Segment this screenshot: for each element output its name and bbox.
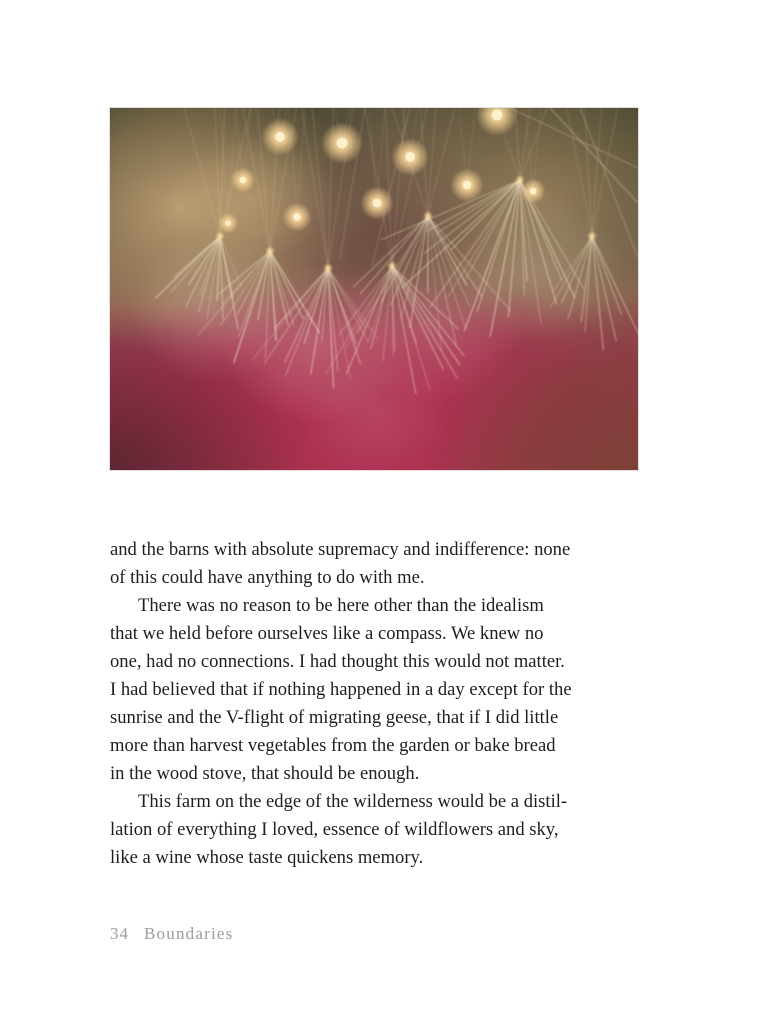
text-line: one, had no connections. I had thought this would not matter. (110, 651, 565, 672)
text-line: more than harvest vegetables from the garden or bake bread (110, 735, 556, 756)
book-title: Boundaries (144, 924, 234, 943)
text-line: lation of everything I loved, essence of wildflowers and sky, (110, 819, 559, 840)
dandelion-photo-art (110, 108, 638, 470)
body-text (110, 536, 655, 872)
text-line: and the barns with absolute supremacy and indifference: none (110, 539, 571, 560)
text-line: like a wine whose taste quickens memory. (110, 847, 424, 868)
text-line: sunrise and the V-flight of migrating geese, that if I did little (110, 707, 559, 728)
dandelion-photo (110, 108, 638, 470)
text-line: This farm on the edge of the wilderness would be a distil- (138, 791, 568, 812)
text-line: There was no reason to be here other than the idealism (138, 595, 544, 616)
text-line: in the wood stove, that should be enough. (110, 763, 420, 784)
text-line: that we held before ourselves like a compass. We knew no (110, 623, 544, 644)
text-line: of this could have anything to do with me. (110, 567, 425, 588)
page-footer (110, 924, 233, 944)
page-number: 34 (110, 924, 129, 943)
text-line: I had believed that if nothing happened in a day except for the (110, 679, 572, 700)
